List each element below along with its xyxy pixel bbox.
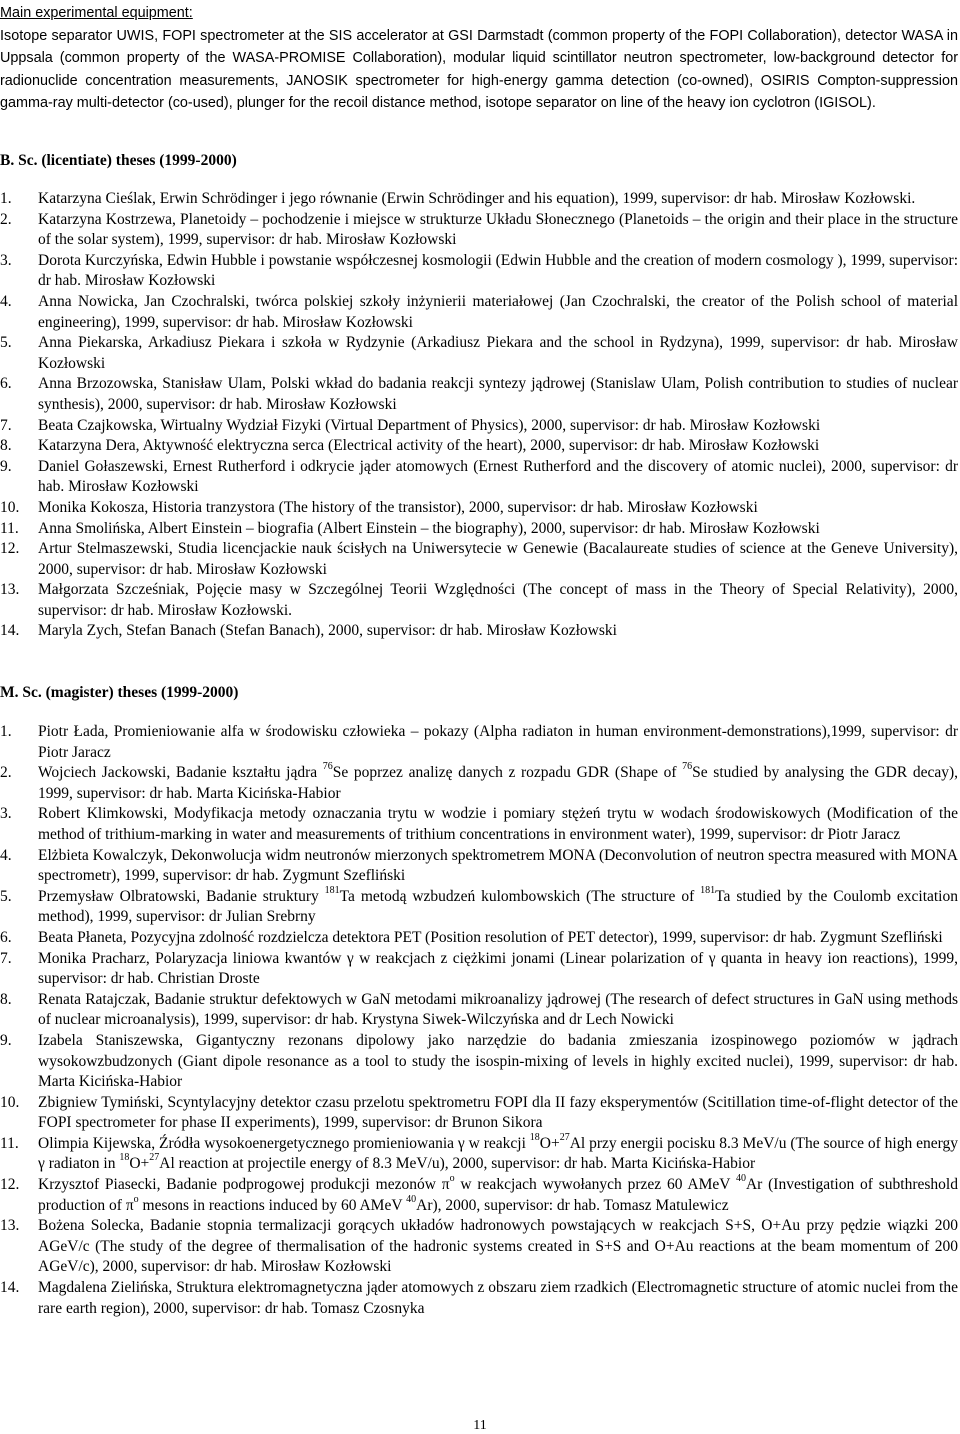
item-number: 12. — [0, 540, 20, 558]
item-number: 9. — [0, 1031, 12, 1049]
superscript: 27 — [559, 1131, 570, 1143]
thesis-text: Daniel Gołaszewski, Ernest Rutherford i odkrycie jąder atomowych (Ernest Rutherford and the discovery of atomic nuclei), 2000, supervisor: dr hab. Mirosław Kozłowski — [38, 457, 958, 496]
thesis-text: Przemysław Olbratowski, Badanie struktury $^{181}$Ta metodą wzbudzeń kulombowskich (The structure of $^{181}$Ta studied by the Coulomb excitation method), 1999, supervisor: dr Julian Srebrny — [38, 884, 958, 926]
thesis-item — [0, 846, 958, 887]
item-number: 4. — [0, 292, 12, 310]
equipment-heading: Main experimental equipment: — [0, 5, 193, 21]
thesis-item — [0, 1031, 958, 1093]
thesis-text: Beata Czajkowska, Wirtualny Wydział Fizyki (Virtual Department of Physics), 2000, supervisor: dr hab. Mirosław Kozłowski — [38, 416, 821, 434]
thesis-text: Małgorzata Szcześniak, Pojęcie masy w Szczególnej Teorii Względności (The concept of mass in the Theory of Special Relativity), 2000, supervisor: dr hab. Mirosław Kozłowski. — [38, 581, 958, 619]
item-number: 5. — [0, 334, 12, 352]
msc-heading: M. Sc. (magister) theses (1999-2000) — [0, 684, 239, 701]
superscript: 18 — [529, 1131, 540, 1143]
thesis-item — [0, 498, 958, 519]
thesis-text: Maryla Zych, Stefan Banach (Stefan Banach), 2000, supervisor: dr hab. Mirosław Kozłowski — [38, 622, 617, 640]
thesis-text: Katarzyna Dera, Aktywność elektryczna serca (Electrical activity of the heart), 2000, supervisor: dr hab. Mirosław Kozłowski — [38, 437, 820, 455]
superscript: 27 — [149, 1152, 160, 1164]
thesis-item — [0, 436, 958, 457]
item-number: 14. — [0, 1279, 20, 1297]
thesis-text: Wojciech Jackowski, Badanie kształtu jądra $^{76}$Se poprzez analizę danych z rozpadu GDR (Shape of $^{76}$Se studied by analysing the GDR decay), 1999, supervisor: dr hab. Marta Kicińska-Habior — [38, 761, 959, 802]
thesis-item — [0, 1216, 958, 1278]
superscript: o — [133, 1193, 139, 1205]
thesis-item — [0, 1172, 958, 1216]
item-number: 6. — [0, 375, 12, 393]
thesis-item — [0, 374, 958, 415]
item-number: 2. — [0, 764, 12, 782]
thesis-text: Anna Nowicka, Jan Czochralski, twórca polskiej szkoły inżynierii materiałowej (Jan Czochralski, the creator of the Polish school of material engineering), 1999, supervisor: dr hab. Mirosław Kozłowski — [38, 292, 958, 331]
thesis-item — [0, 1278, 958, 1319]
thesis-text: Olimpia Kijewska, Źródła wysokoenergetycznego promieniowania γ w reakcji $^{18}$O+$^{27}$Al przy energii pocisku 8.3 MeV/u (The source of high energy γ radiaton in $^{18}$O+$^{27}$Al reaction at projectile energy of 8.3 MeV/u), 2000, supervisor: dr hab. Marta Kicińska-Habior — [38, 1131, 958, 1173]
page-number: 11 — [473, 1418, 487, 1433]
thesis-text: Anna Smolińska, Albert Einstein – biografia (Albert Einstein – the biography), 2000, supervisor: dr hab. Mirosław Kozłowski — [38, 519, 820, 537]
thesis-item — [0, 333, 958, 374]
superscript: 40 — [735, 1172, 746, 1184]
thesis-item — [0, 1093, 958, 1134]
thesis-text: Dorota Kurczyńska, Edwin Hubble i powstanie współczesnej kosmologii (Edwin Hubble and the creation of modern cosmology ), 1999, supervisor: dr hab. Mirosław Kozłowski — [38, 251, 958, 290]
item-number: 6. — [0, 928, 12, 946]
thesis-item — [0, 519, 958, 540]
item-number: 11. — [0, 1134, 19, 1152]
thesis-item — [0, 251, 958, 292]
superscript: 181 — [324, 884, 340, 896]
superscript: 40 — [406, 1193, 417, 1205]
thesis-item — [0, 189, 958, 210]
item-number: 11. — [0, 519, 19, 537]
bsc-thesis-list — [0, 189, 958, 642]
thesis-text: Renata Ratajczak, Badanie struktur defektowych w GaN metodami mikroanalizy jądrowej (The research of defect structures in GaN using methods of nuclear microanalysis), 1999, supervisor: dr hab. Krystyna Siwek-Wilczyńska and dr Lech Nowicki — [38, 990, 958, 1029]
item-number: 9. — [0, 457, 12, 475]
item-number: 4. — [0, 846, 12, 864]
thesis-text: Izabela Staniszewska, Gigantyczny rezonans dipolowy jako narzędzie do badania zmieszania izospinowego poziomów w jądrach wysokowzbudzonych (Giant dipole resonance as a tool to study the isospin-mixing of levels in highly excited nuclei), 1999, supervisor: dr hab. Marta Kicińska-Habior — [38, 1031, 958, 1091]
thesis-item — [0, 884, 958, 928]
thesis-item — [0, 416, 958, 437]
superscript: 76 — [322, 761, 333, 773]
thesis-item — [0, 457, 958, 498]
item-number: 1. — [0, 190, 12, 207]
thesis-item — [0, 1131, 958, 1175]
bsc-heading: B. Sc. (licentiate) theses (1999-2000) — [0, 152, 237, 169]
item-number: 13. — [0, 581, 20, 599]
thesis-item — [0, 539, 958, 580]
item-number: 3. — [0, 251, 12, 269]
thesis-item — [0, 949, 958, 990]
thesis-item — [0, 621, 958, 642]
equipment-section — [0, 2, 958, 115]
item-number: 10. — [0, 1093, 20, 1111]
item-number: 10. — [0, 498, 20, 516]
item-number: 7. — [0, 416, 12, 434]
thesis-item — [0, 722, 958, 763]
item-number: 12. — [0, 1176, 20, 1194]
superscript: 18 — [119, 1152, 130, 1164]
superscript: o — [449, 1172, 455, 1184]
thesis-item — [0, 928, 958, 949]
thesis-text: Robert Klimkowski, Modyfikacja metody oznaczania trytu w wodzie i pomiary stężeń trytu w wodach środowiskowych (Modification of the method of trithium-marking in water and measurements of trithium concentrations in environment water), 1999, supervisor: dr Piotr Jaracz — [38, 805, 958, 843]
item-number: 14. — [0, 622, 20, 640]
item-number: 13. — [0, 1217, 20, 1235]
thesis-item — [0, 292, 958, 333]
thesis-text: Anna Brzozowska, Stanisław Ulam, Polski wkład do badania reakcji syntezy jądrowej (Stanislaw Ulam, Polish contribution to studies of nuclear synthesis), 2000, supervisor: dr hab. Mirosław Kozłowski — [38, 375, 958, 413]
item-number: 5. — [0, 887, 12, 905]
thesis-text: Krzysztof Piasecki, Badanie podprogowej produkcji mezonów $\pi^o$ w reakcjach wywołanych przez 60 AMeV $^{40}$Ar (Investigation of subthreshold production of $\pi^o$ mesons in reactions induced by 60 AMeV $^{40}$Ar), 2000, supervisor: dr hab. Tomasz Matulewicz — [38, 1172, 958, 1214]
thesis-item — [0, 804, 958, 845]
thesis-item — [0, 990, 958, 1031]
superscript: 76 — [682, 761, 693, 773]
superscript: 181 — [700, 884, 716, 896]
item-number: 1. — [0, 723, 12, 740]
item-number: 2. — [0, 210, 12, 228]
thesis-text: Katarzyna Kostrzewa, Planetoidy – pochodzenie i miejsce w strukturze Układu Słonecznego (Planetoids – the origin and their place in the structure of the solar system), 1999, supervisor: dr hab. Mirosław Kozłowski — [38, 210, 958, 249]
thesis-text: Artur Stelmaszewski, Studia licencjackie nauk ścisłych na Uniwersytecie w Genewie (Bacalaureate studies of science at the Geneve University), 2000, supervisor: dr hab. Mirosław Kozłowski — [38, 540, 958, 578]
thesis-item — [0, 580, 958, 621]
item-number: 8. — [0, 990, 12, 1008]
thesis-text: Katarzyna Cieślak, Erwin Schrödinger i jego równanie (Erwin Schrödinger and his equation), 1999, supervisor: dr hab. Mirosław Kozłowski. — [38, 190, 916, 207]
thesis-text: Beata Płaneta, Pozycyjna zdolność rozdzielcza detektora PET (Position resolution of PET detector), 1999, supervisor: dr hab. Zygmunt Szefliński — [38, 928, 943, 946]
equipment-text: Isotope separator UWIS, FOPI spectrometer at the SIS accelerator at GSI Darmstadt (common property of the FOPI Collaboration), detector WASA in Uppsala (common property of the WASA-PROMISE Collaboration), modular liquid scintillator neutron spectrometer, low-background detector for radionuclide concentration measurements, JANOSIK spectrometer for high-energy gamma detection (co-owned), OSIRIS Compton-suppression gamma-ray multi-detector (co-used), plunger for the recoil distance method, isotope separator on line of the heavy ion cyclotron (IGISOL). — [0, 27, 958, 111]
msc-thesis-list — [0, 722, 958, 1319]
thesis-text: Piotr Łada, Promieniowanie alfa w środowisku człowieka – pokazy (Alpha radiaton in human environment-demonstrations),1999, supervisor: dr Piotr Jaracz — [38, 723, 958, 761]
thesis-text: Elżbieta Kowalczyk, Dekonwolucja widm neutronów mierzonych spektrometrem MONA (Deconvolution of neutron spectra measured with MONA spectrometr), 1999, supervisor: dr hab. Zygmunt Szefliński — [38, 846, 958, 885]
thesis-text: Bożena Solecka, Badanie stopnia termalizacji gorących układów hadronowych powstających w reakcjach S+S, O+Au przy pędzie wiązki 200 AGeV/c (The study of the degree of thermalisation of the hadronic systems created in S+S and O+Au reactions at the beam momentum of 200 AGeV/c), 2000, supervisor: dr hab. Mirosław Kozłowski — [38, 1217, 958, 1276]
thesis-text: Zbigniew Tymiński, Scyntylacyjny detektor czasu przelotu spektrometru FOPI dla II fazy eksperymentów (Scitillation time-of-flight detector of the FOPI spectrometer for phase II experiments), 1999, supervisor: dr Brunon Sikora — [38, 1093, 958, 1132]
thesis-item — [0, 210, 958, 251]
thesis-text: Monika Kokosza, Historia tranzystora (The history of the transistor), 2000, supervisor: dr hab. Mirosław Kozłowski — [38, 498, 758, 516]
item-number: 8. — [0, 437, 12, 455]
thesis-text: Monika Pracharz, Polaryzacja liniowa kwantów γ w reakcjach z ciężkimi jonami (Linear polarization of γ quanta in heavy ion reactions), 1999, supervisor: dr hab. Christian Droste — [38, 949, 958, 988]
item-number: 7. — [0, 949, 12, 967]
thesis-text: Magdalena Zielińska, Struktura elektromagnetyczna jąder atomowych z obszaru ziem rzadkich (Electromagnetic structure of atomic nuclei from the rare earth region), 2000, supervisor: dr hab. Tomasz Czosnyka — [38, 1279, 958, 1317]
thesis-text: Anna Piekarska, Arkadiusz Piekara i szkoła w Rydzynie (Arkadiusz Piekara and the school in Rydzyna), 1999, supervisor: dr hab. Mirosław Kozłowski — [38, 334, 958, 372]
thesis-item — [0, 763, 958, 804]
item-number: 3. — [0, 805, 12, 823]
